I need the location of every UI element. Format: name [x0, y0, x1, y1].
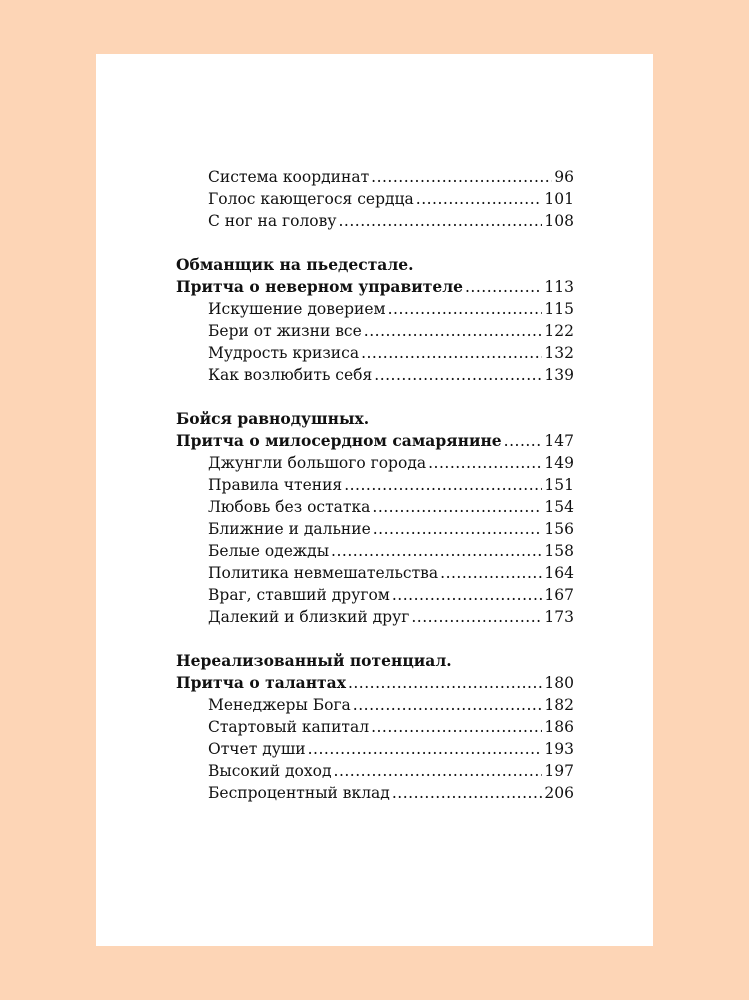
toc-entry-title: Политика невмешательства: [208, 564, 439, 582]
toc-entry[interactable]: [176, 716, 574, 738]
toc-section-heading: Бойся равнодушных.: [176, 409, 370, 428]
toc-entry-page: 156: [544, 520, 574, 538]
toc-entry[interactable]: [176, 474, 574, 496]
dot-leader: [331, 540, 542, 562]
toc-entry[interactable]: [176, 210, 574, 232]
toc-entry-title: Высокий доход: [208, 762, 332, 780]
toc-entry-page: 122: [544, 322, 574, 340]
toc-entry-page: 149: [544, 454, 574, 472]
dot-leader: [388, 298, 543, 320]
toc-entry[interactable]: [176, 760, 574, 782]
toc-entry-page: 132: [544, 344, 574, 362]
toc-entry-page: 113: [544, 278, 574, 296]
toc-entry-title: Правила чтения: [208, 476, 343, 494]
toc-entry-page: 154: [544, 498, 574, 516]
toc-entry[interactable]: [176, 166, 574, 188]
toc-entry[interactable]: [176, 188, 574, 210]
toc-entry-title: Враг, ставший другом: [208, 586, 390, 604]
toc-entry-page: 193: [544, 740, 574, 758]
toc-entry[interactable]: [176, 562, 574, 584]
dot-leader: [440, 562, 542, 584]
dot-leader: [416, 188, 543, 210]
dot-leader: [392, 584, 543, 606]
dot-leader: [338, 210, 542, 232]
toc-entry-page: 158: [544, 542, 574, 560]
toc-entry-title: Мудрость кризиса: [208, 344, 360, 362]
toc-entry-title: Ближние и дальние: [208, 520, 371, 538]
dot-leader: [372, 496, 542, 518]
toc-entry[interactable]: [176, 518, 574, 540]
toc-entry[interactable]: [176, 584, 574, 606]
toc-section-heading: Нереализованный потенциал.: [176, 651, 452, 670]
toc-section: [176, 254, 574, 386]
toc-entry[interactable]: [176, 738, 574, 760]
toc-entry-title: Как возлюбить себя: [208, 366, 373, 384]
dot-leader: [373, 518, 543, 540]
toc-entry-title: Притча о неверном управителе: [176, 277, 463, 296]
toc-entry-title: Отчет души: [208, 740, 306, 758]
toc-entry-title: Менеджеры Бога: [208, 696, 351, 714]
toc-entry-title: Система координат: [208, 168, 370, 186]
toc-entry-title: Далекий и близкий друг: [208, 608, 410, 626]
toc-entry-main[interactable]: [176, 672, 574, 694]
toc-entry-title: Белые одежды: [208, 542, 330, 560]
toc-entry[interactable]: [176, 320, 574, 342]
toc-entry-page: 115: [544, 300, 574, 318]
toc-entry-title: Притча о талантах: [176, 673, 346, 692]
dot-leader: [308, 738, 543, 760]
toc-section: [176, 408, 574, 628]
dot-leader: [428, 452, 542, 474]
toc-entry[interactable]: [176, 298, 574, 320]
dot-leader: [465, 276, 542, 298]
toc-entry-page: 197: [544, 762, 574, 780]
book-page: [96, 54, 653, 946]
toc-entry[interactable]: [176, 694, 574, 716]
toc-entry-title: Искушение доверием: [208, 300, 386, 318]
toc-entry[interactable]: [176, 540, 574, 562]
toc-entry-title: Любовь без остатка: [208, 498, 371, 516]
dot-leader: [364, 320, 543, 342]
dot-leader: [504, 430, 543, 452]
toc-entry-page: 96: [554, 168, 574, 186]
toc-entry[interactable]: [176, 496, 574, 518]
toc-entry-title: Стартовый капитал: [208, 718, 370, 736]
toc-entry-page: 182: [544, 696, 574, 714]
toc-entry-title: Беспроцентный вклад: [208, 784, 390, 802]
toc-entry-page: 173: [544, 608, 574, 626]
dot-leader: [361, 342, 542, 364]
toc-entry-title: Голос кающегося сердца: [208, 190, 414, 208]
toc-entry[interactable]: [176, 364, 574, 386]
dot-leader: [371, 716, 542, 738]
toc-entry-page: 101: [544, 190, 574, 208]
table-of-contents: [176, 166, 574, 826]
toc-entry-page: 186: [544, 718, 574, 736]
toc-entry[interactable]: [176, 452, 574, 474]
toc-entry-page: 206: [544, 784, 574, 802]
toc-entry-page: 167: [544, 586, 574, 604]
toc-entry-page: 180: [544, 674, 574, 692]
toc-entry-title: Джунгли большого города: [208, 454, 427, 472]
dot-leader: [411, 606, 542, 628]
toc-entry[interactable]: [176, 342, 574, 364]
toc-entry-page: 139: [544, 366, 574, 384]
toc-entry-page: 164: [544, 564, 574, 582]
toc-section-heading: Обманщик на пьедестале.: [176, 255, 414, 274]
toc-entry-title: Притча о милосердном самарянине: [176, 431, 502, 450]
dot-leader: [374, 364, 542, 386]
toc-section: [176, 166, 574, 232]
dot-leader: [334, 760, 543, 782]
toc-section: [176, 650, 574, 804]
toc-entry-page: 108: [544, 212, 574, 230]
dot-leader: [392, 782, 543, 804]
toc-entry-title: С ног на голову: [208, 212, 337, 230]
toc-entry-page: 147: [544, 432, 574, 450]
toc-entry-main[interactable]: [176, 276, 574, 298]
dot-leader: [344, 474, 542, 496]
dot-leader: [353, 694, 543, 716]
dot-leader: [371, 166, 552, 188]
dot-leader: [348, 672, 542, 694]
toc-entry-page: 151: [544, 476, 574, 494]
toc-entry[interactable]: [176, 606, 574, 628]
toc-entry[interactable]: [176, 782, 574, 804]
toc-entry-main[interactable]: [176, 430, 574, 452]
toc-entry-title: Бери от жизни все: [208, 322, 362, 340]
